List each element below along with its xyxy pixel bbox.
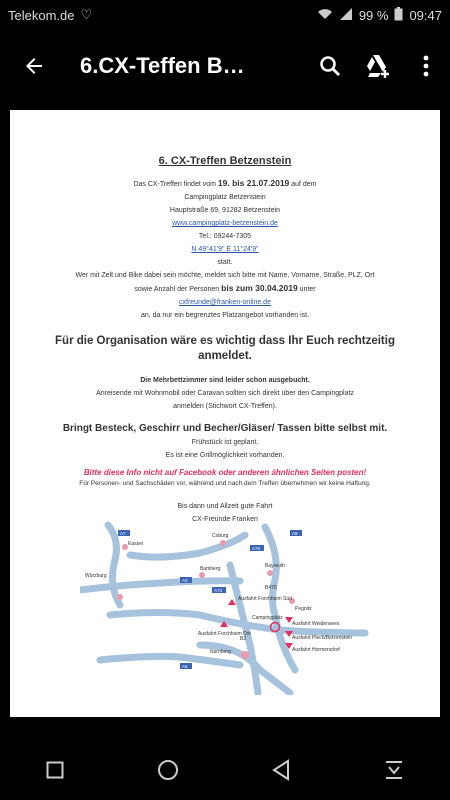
clock: 09:47 xyxy=(409,7,442,23)
doc-line: statt. xyxy=(217,259,233,266)
doc-line: sowie Anzahl der Personen bis zum 30.04.2019 unter xyxy=(134,283,316,293)
search-icon xyxy=(318,54,342,78)
doc-line: Es ist eine Grillmöglichkeit vorhanden. xyxy=(165,452,285,459)
doc-line: Bis dann und Allzeit gute Fahrt xyxy=(177,503,273,510)
battery-icon xyxy=(394,7,403,24)
website-link[interactable]: www.campingplatz-betzenstein.de xyxy=(172,220,278,227)
map-city-label: Bayreuth xyxy=(265,563,286,569)
doc-line: anmelden (Stichwort CX-Treffen). xyxy=(173,403,277,410)
map-road-label: B2 xyxy=(240,636,247,642)
doc-line: Wer mit Zelt und Bike dabei sein möchte, meldet sich bitte mit Name, Vorname, Straße, PLZ, Ort xyxy=(75,272,375,279)
page-title: 6.CX-Teffen B… xyxy=(80,53,245,78)
map-city-label: Kassel xyxy=(128,541,144,547)
route-map xyxy=(80,515,370,695)
doc-line: CX-Freunde Franken xyxy=(192,516,258,523)
triangle-back-icon xyxy=(271,759,291,781)
svg-text:A7: A7 xyxy=(120,531,126,536)
doc-line: Für Personen- und Sachschäden vor, während und nach dem Treffen übernehmen wir keine Haftung. xyxy=(79,480,371,487)
document-title: 6. CX-Treffen Betzenstein xyxy=(158,155,292,167)
map-exit-label: Ausfahrt Plech/Betzenstein xyxy=(292,635,353,641)
svg-text:A9: A9 xyxy=(292,531,298,536)
map-city-label: Pegnitz xyxy=(295,606,312,612)
map-city-label: Nürnberg xyxy=(210,649,231,655)
back-arrow-icon xyxy=(22,54,46,78)
search-button[interactable] xyxy=(306,38,354,94)
drive-add-icon xyxy=(364,53,392,79)
app-bar xyxy=(0,30,450,102)
doc-line: Frühstück ist geplant. xyxy=(191,439,259,446)
svg-text:A3: A3 xyxy=(182,578,188,583)
carrier-label: Telekom.de xyxy=(8,7,75,23)
doc-heading: Für die Organisation wäre es wichtig dass Ihr Euch rechtzeitig anmeldet. xyxy=(55,335,395,362)
add-to-drive-button[interactable] xyxy=(354,38,402,94)
notification-pull-button[interactable] xyxy=(384,759,404,786)
circle-icon xyxy=(157,759,179,781)
recents-button[interactable] xyxy=(46,761,64,784)
system-nav-bar xyxy=(0,745,450,800)
status-bar xyxy=(0,0,450,30)
map-exit-label: Ausfahrt Hormersdorf xyxy=(292,647,340,653)
svg-text:A73: A73 xyxy=(214,588,223,593)
battery-percent: 99 % xyxy=(358,7,389,23)
doc-line: an, da nur ein begrenztes Platzangebot vorhanden ist. xyxy=(140,312,310,319)
email-link[interactable]: cxfreunde@franken-online.de xyxy=(179,299,271,306)
home-button[interactable] xyxy=(157,759,179,786)
signal-icon xyxy=(339,8,353,23)
heart-icon: ♡ xyxy=(80,7,93,22)
doc-line: Das CX-Treffen findet vom 19. bis 21.07.2019 auf dem xyxy=(133,178,317,188)
doc-line: Anreisende mit Wohnmobil oder Caravan sollten sich direkt über den Campingplatz xyxy=(96,390,354,397)
coordinates-link[interactable]: N 49°41'9" E 11°24'9" xyxy=(191,246,259,253)
back-button[interactable] xyxy=(6,38,62,94)
warning-text: Bitte diese Info nicht auf Facebook oder anderen ähnlichen Seiten posten! xyxy=(83,468,367,477)
doc-heading: Bringt Besteck, Geschirr und Becher/Gläser/ Tassen bitte selbst mit. xyxy=(62,423,388,434)
svg-text:A6: A6 xyxy=(182,664,188,669)
back-nav-button[interactable] xyxy=(271,759,291,786)
doc-line: Campingplatz Betzenstein xyxy=(184,194,266,201)
doc-line: Tel.: 09244-7305 xyxy=(198,233,252,240)
more-vert-icon xyxy=(423,55,429,77)
map-exit-label: Ausfahrt Forchheim Süd xyxy=(238,596,292,602)
svg-text:A70: A70 xyxy=(252,546,261,551)
pull-down-icon xyxy=(384,759,404,781)
square-icon xyxy=(46,761,64,779)
map-camp-label: Campingplatz xyxy=(252,615,283,621)
map-exit-label: Ausfahrt Weidensees xyxy=(292,621,340,627)
document-page[interactable] xyxy=(10,110,440,717)
doc-line: Die Mehrbettzimmer sind leider schon ausgebucht. xyxy=(140,377,310,384)
map-exit-label: Ausfahrt Forchheim Ost xyxy=(198,631,251,637)
doc-line: Hauptstraße 69, 91282 Betzenstein xyxy=(169,207,281,214)
more-options-button[interactable] xyxy=(402,38,450,94)
wifi-icon xyxy=(317,8,333,23)
map-city-label: Bamberg xyxy=(200,566,221,572)
map-road-label: B470 xyxy=(265,585,277,591)
map-city-label: Würzburg xyxy=(85,573,107,579)
map-city-label: Coburg xyxy=(212,533,229,539)
